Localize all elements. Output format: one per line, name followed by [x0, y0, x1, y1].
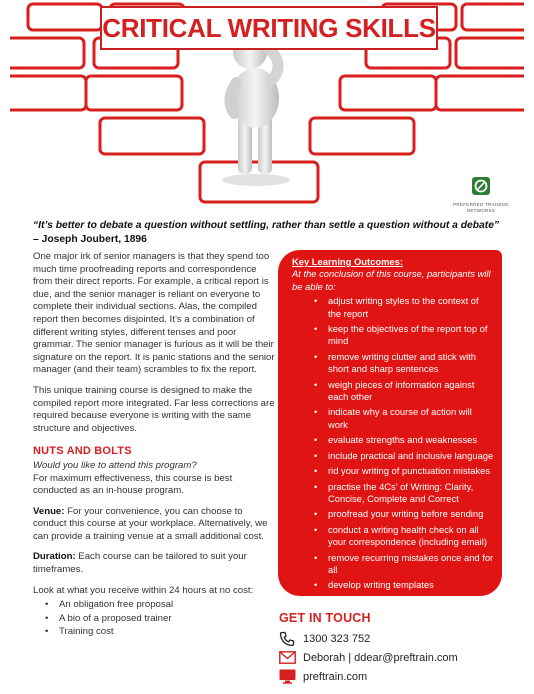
email-icon: [279, 650, 299, 666]
maze-tile: [10, 38, 84, 68]
outcome-item: • practise the 4Cs’ of Writing: Clarity, Concise, Complete and Correct: [314, 481, 494, 506]
outcomes-intro: At the conclusion of this course, participants will be able to:: [292, 268, 491, 292]
course-description: [33, 251, 275, 640]
outcome-item: • remove recurring mistakes once and for all: [314, 552, 494, 577]
maze-tile: [456, 38, 524, 68]
outcome-item: • remove writing clutter and stick with short and sharp sentences: [314, 351, 494, 376]
maze-tile: [436, 76, 524, 110]
venue-paragraph: [33, 506, 275, 544]
phone-icon: [279, 631, 299, 647]
website-row[interactable]: [279, 667, 509, 686]
nuts-answer: For maximum effectiveness, this course is best conducted as an in-house program.: [33, 472, 233, 497]
maze-tile: [28, 4, 102, 30]
quote-text: “It’s better to debate a question without settling, rather than settle a question without a debate”: [33, 220, 500, 231]
outcome-item: • weigh pieces of information against each other: [314, 379, 494, 404]
nuts-question: Would you like to attend this program?: [33, 459, 197, 471]
contact-section: [279, 611, 509, 686]
website-link[interactable]: preftrain.com: [303, 670, 368, 683]
contact-heading: GET IN TOUCH: [279, 611, 371, 625]
outcome-item: • include practical and inclusive language: [314, 450, 494, 462]
phone-row[interactable]: [279, 629, 509, 648]
maze-tile: [100, 118, 204, 154]
nuts-and-bolts-heading: NUTS AND BOLTS: [33, 445, 132, 458]
logo-text-line2: NETWORKS: [466, 207, 496, 213]
outcome-item: • conduct a writing health check on all your correspondence (including email): [314, 524, 494, 549]
maze-tile: [10, 76, 86, 110]
receive-list: [45, 599, 275, 639]
outcomes-list: [314, 295, 494, 592]
intro-paragraph: One major irk of senior managers is that they spend too much time proofreading reports and correspondence from their direct reports. For example, a critical report is due, and the senior manager is reliant on everyone to complete their individual sections. Alas, the compiled report then becomes disjointed. It’s a combination of different writing styles, different tenses and poor grammar. The senior manager is furious as it will be their signature on the report. It is panic stations and the senior manager (and their team) scrambles to fix the report.: [33, 251, 275, 376]
outcome-item: • keep the objectives of the report top of mind: [314, 323, 494, 348]
venue-label: Venue:: [33, 505, 65, 517]
email-address[interactable]: Deborah | ddear@preftrain.com: [303, 651, 458, 664]
duration-paragraph: [33, 551, 275, 576]
outcomes-heading: Key Learning Outcomes:: [292, 256, 403, 267]
logo-text-line1: PREFERRED TRAINING: [453, 202, 509, 207]
page-title-text: CRITICAL WRITING SKILLS: [102, 12, 436, 43]
page-title: [100, 6, 438, 50]
receive-intro: Look at what you receive within 24 hours at no cost:: [33, 584, 254, 596]
outcome-item: • indicate why a course of action will work: [314, 406, 494, 431]
quote-block: [33, 219, 503, 247]
outcome-item: • evaluate strengths and weaknesses: [314, 434, 494, 446]
maze-tile: [340, 76, 436, 110]
quote-author: – Joseph Joubert, 1896: [33, 234, 147, 245]
email-row[interactable]: [279, 648, 509, 667]
learning-outcomes-panel: [278, 250, 502, 596]
outcome-item: • develop writing templates: [314, 579, 494, 591]
duration-text: Each course can be tailored to suit your timeframes.: [33, 551, 247, 576]
outcome-item: • adjust writing styles to the context of the report: [314, 295, 494, 320]
venue-text: For your convenience, you can choose to conduct this course at your workplace. Alternatively, we can provide a training venue at a small additional cost.: [33, 505, 268, 542]
maze-tile: [86, 76, 182, 110]
company-logo: [452, 176, 510, 213]
duration-label: Duration:: [33, 551, 76, 563]
receive-item: • A bio of a proposed trainer: [45, 613, 275, 626]
course-paragraph: This unique training course is designed to make the compiled report more integrated. Far less corrections are required because everyone is writing with the same structure and objectives.: [33, 384, 275, 434]
receive-item: • An obligation free proposal: [45, 599, 275, 612]
monitor-icon: [279, 669, 299, 685]
logo-icon: [471, 176, 491, 196]
receive-item: • Training cost: [45, 626, 275, 639]
outcome-item: • rid your writing of punctuation mistakes: [314, 465, 494, 477]
phone-number[interactable]: 1300 323 752: [303, 632, 371, 645]
maze-tile: [462, 4, 524, 30]
outcome-item: • proofread your writing before sending: [314, 508, 494, 520]
maze-tile: [310, 118, 414, 154]
